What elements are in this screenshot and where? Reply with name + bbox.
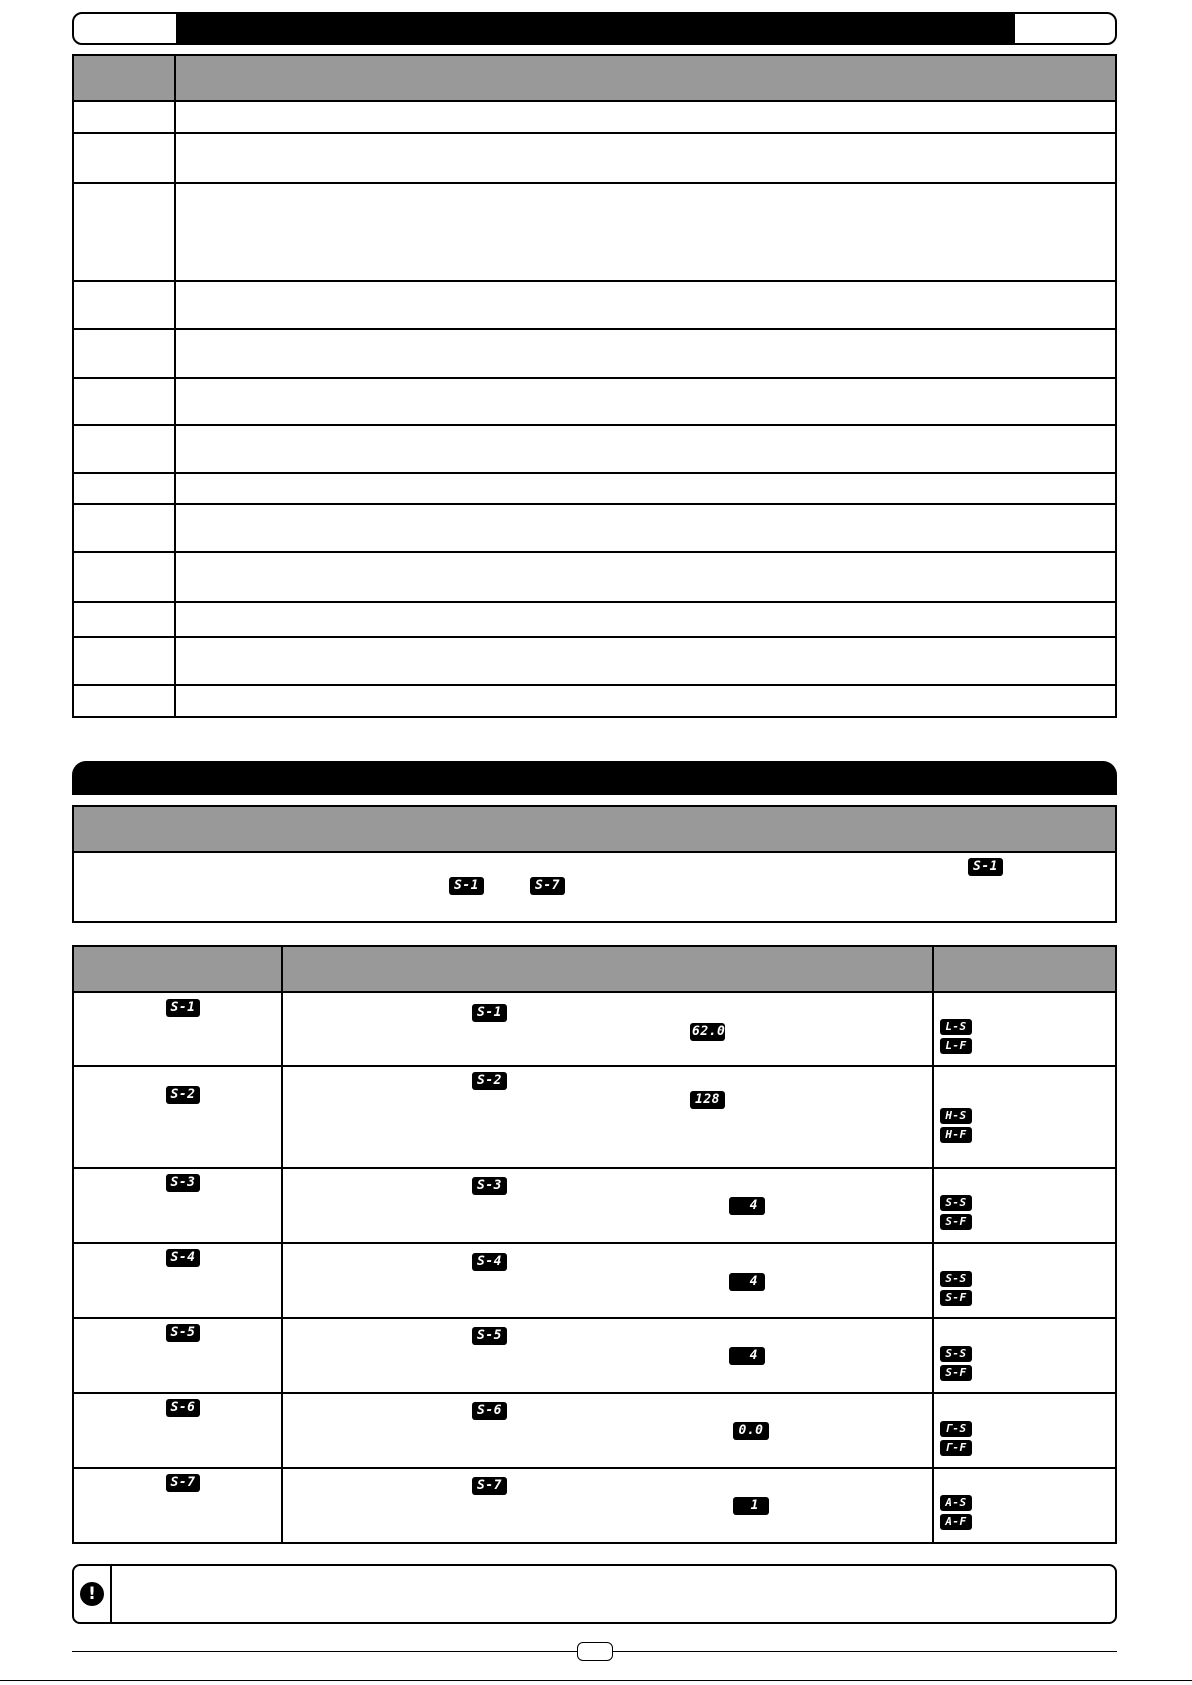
settings-table-divider bbox=[932, 947, 934, 1542]
setting-code-badge: S-3 bbox=[166, 1174, 200, 1192]
option-badge: A-S bbox=[940, 1495, 972, 1511]
setting-desc-code-badge: S-6 bbox=[472, 1402, 507, 1420]
header-right-tab bbox=[1015, 14, 1115, 43]
section-header-bar bbox=[72, 761, 1117, 795]
setting-code-badge: S-4 bbox=[166, 1249, 200, 1267]
option-badge: S-S bbox=[940, 1195, 972, 1211]
spec-table-divider bbox=[174, 56, 176, 716]
exclamation-icon: ! bbox=[80, 1582, 104, 1606]
table-row bbox=[74, 1392, 1115, 1394]
table-row bbox=[74, 328, 1115, 330]
setting-desc-code-badge: S-2 bbox=[472, 1072, 507, 1090]
option-badge: H-S bbox=[940, 1108, 972, 1124]
default-value-badge: 62.0 bbox=[692, 1024, 726, 1039]
table-row bbox=[74, 132, 1115, 134]
setting-desc-code-badge: S-3 bbox=[472, 1177, 507, 1195]
setting-code-badge: S-6 bbox=[166, 1399, 200, 1417]
page-edge-rule bbox=[0, 1680, 1192, 1681]
table-row bbox=[74, 424, 1115, 426]
table-row bbox=[74, 1317, 1115, 1319]
option-badge: S-F bbox=[940, 1214, 972, 1230]
setting-desc-code-badge: S-7 bbox=[472, 1477, 507, 1495]
setting-desc-code-badge: S-5 bbox=[472, 1327, 507, 1345]
default-value-badge: 1 bbox=[733, 1497, 769, 1515]
option-badge: H-F bbox=[940, 1127, 972, 1143]
page-number-box bbox=[577, 1642, 613, 1661]
default-value-badge: 4 bbox=[729, 1273, 765, 1291]
note-divider bbox=[110, 1566, 112, 1622]
setting-desc-code-badge: S-4 bbox=[472, 1253, 507, 1271]
option-badge: L-F bbox=[940, 1038, 972, 1054]
option-badge: S-S bbox=[940, 1271, 972, 1287]
option-badge: A-F bbox=[940, 1514, 972, 1530]
header-left-tab bbox=[74, 14, 176, 43]
note-box bbox=[72, 1564, 1117, 1624]
settings-table-divider bbox=[281, 947, 283, 1542]
option-badge: Γ-F bbox=[940, 1440, 972, 1456]
option-badge: S-S bbox=[940, 1346, 972, 1362]
default-value-badge: 4 bbox=[729, 1197, 765, 1215]
default-value-badge: 4 bbox=[729, 1347, 765, 1365]
spec-table bbox=[72, 54, 1117, 718]
table-row bbox=[74, 636, 1115, 638]
table-row bbox=[74, 182, 1115, 184]
lcd-code-badge: S-7 bbox=[530, 877, 565, 895]
setting-code-badge: S-2 bbox=[166, 1086, 200, 1104]
table-row bbox=[74, 472, 1115, 474]
setting-desc-code-badge: S-1 bbox=[472, 1004, 507, 1022]
default-value-badge: 128 bbox=[690, 1091, 725, 1109]
setting-code-badge: S-7 bbox=[166, 1474, 200, 1492]
table-row bbox=[74, 377, 1115, 379]
default-value-badge: 0.0 bbox=[733, 1422, 769, 1440]
table-row bbox=[74, 1242, 1115, 1244]
option-badge: S-F bbox=[940, 1290, 972, 1306]
setting-code-badge: S-1 bbox=[166, 999, 200, 1017]
setting-code-badge: S-5 bbox=[166, 1324, 200, 1342]
table-row bbox=[74, 1167, 1115, 1169]
table-row bbox=[74, 601, 1115, 603]
settings-table-header bbox=[74, 947, 1115, 993]
top-header-bar bbox=[72, 12, 1117, 45]
table-row bbox=[74, 280, 1115, 282]
spec-table-header bbox=[74, 56, 1115, 102]
option-badge: Γ-S bbox=[940, 1421, 972, 1437]
table-row bbox=[74, 1467, 1115, 1469]
table-row bbox=[74, 503, 1115, 505]
table-row bbox=[74, 551, 1115, 553]
table-row bbox=[74, 684, 1115, 686]
table-row bbox=[74, 1065, 1115, 1067]
option-badge: S-F bbox=[940, 1365, 972, 1381]
option-badge: L-S bbox=[940, 1019, 972, 1035]
lcd-code-badge: S-1 bbox=[968, 858, 1003, 876]
info-box-header bbox=[74, 807, 1115, 853]
lcd-code-badge: S-1 bbox=[449, 877, 484, 895]
